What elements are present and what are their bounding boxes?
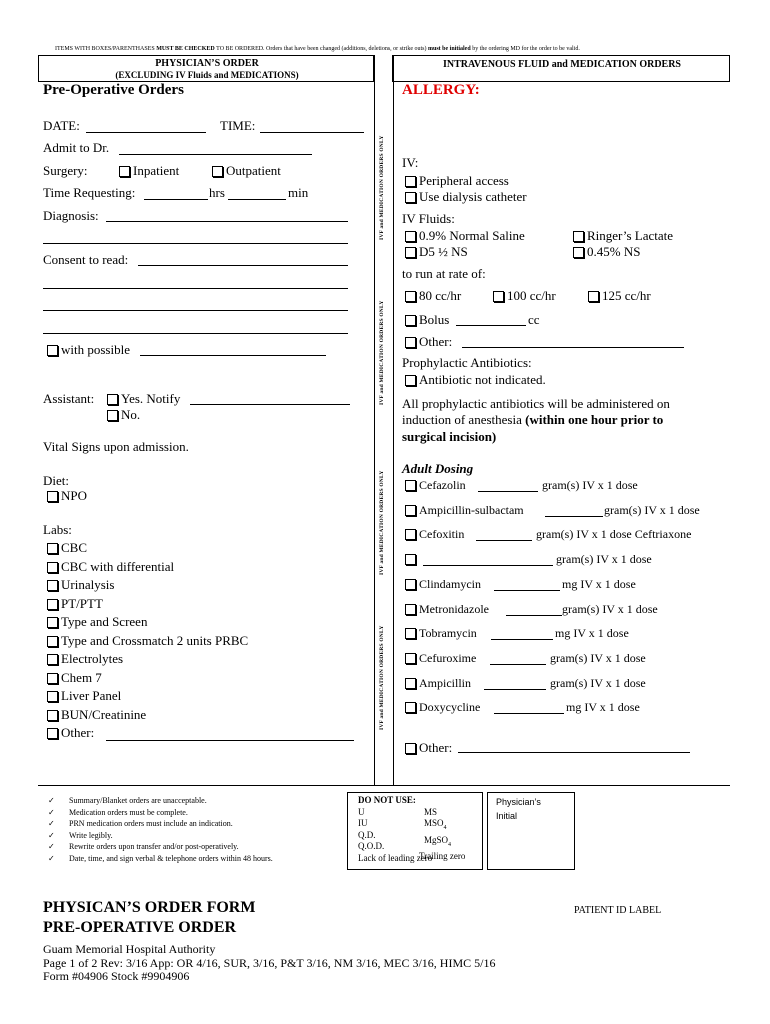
lab-label: Type and Screen (61, 614, 148, 629)
left-header (38, 55, 374, 82)
allergy-label: ALLERGY: (402, 82, 480, 98)
physician-initial-label-1: Physician’s (496, 797, 541, 807)
form-title-2: PRE-OPERATIVE ORDER (43, 919, 237, 936)
drug-option[interactable] (405, 527, 464, 542)
dnu-item: U (358, 807, 365, 817)
vertical-label: IVF and MEDICATION ORDERS ONLY (379, 300, 385, 405)
notice-part: must be initialed (428, 46, 471, 52)
rate-label: to run at rate of: (402, 266, 486, 281)
vertical-label: IVF and MEDICATION ORDERS ONLY (379, 135, 385, 240)
rate-100-checkbox[interactable] (493, 291, 504, 302)
fluid-other-option[interactable] (405, 334, 452, 350)
lab-option[interactable] (47, 670, 102, 686)
physician-initial-box[interactable] (487, 792, 575, 870)
physician-initial-label-2: Initial (496, 811, 518, 821)
drug-name: Metronidazole (419, 601, 489, 616)
rate-80-option[interactable] (405, 288, 461, 304)
drug-dose-field[interactable] (490, 664, 546, 665)
lr-option[interactable] (573, 228, 673, 244)
lab-checkbox[interactable] (47, 599, 58, 610)
drug-name: Cefazolin (419, 478, 466, 492)
rule-item: Rewrite orders upon transfer and/or post-operatively. (69, 842, 239, 852)
notice-part: MUST BE CHECKED (156, 46, 215, 52)
rate-80-label: 80 cc/hr (419, 288, 462, 303)
fluid-other-label: Other: (419, 334, 453, 349)
fluid-other-checkbox[interactable] (405, 337, 416, 348)
notice-part: ITEMS WITH BOXES/PARENTHASES (55, 46, 155, 52)
npo-label: NPO (61, 488, 88, 503)
dnu-item: MS (424, 807, 438, 817)
rule-item: Summary/Blanket orders are unacceptable. (69, 796, 207, 805)
lab-option[interactable] (47, 725, 94, 741)
top-notice (55, 46, 580, 52)
lab-checkbox[interactable] (47, 543, 58, 554)
consent-field[interactable] (138, 265, 348, 266)
vertical-label: IVF and MEDICATION ORDERS ONLY (379, 470, 385, 575)
dnu-subscript: 4 (448, 841, 452, 848)
proph-note-1: All prophylactic antibiotics will be administered on (402, 396, 670, 411)
do-not-use-title: DO NOT USE: (358, 795, 416, 805)
dnu-item: Trailing zero (419, 850, 466, 861)
lab-option[interactable] (47, 596, 103, 612)
date-label: DATE: (43, 118, 80, 133)
hrs-label: hrs (209, 185, 225, 200)
form-number: Form #04906 Stock #9904906 (43, 969, 190, 983)
drug-option[interactable] (405, 552, 419, 567)
lab-label: Type and Crossmatch 2 units PRBC (61, 632, 249, 648)
lab-option[interactable] (47, 559, 174, 575)
assistant-label: Assistant: (43, 391, 95, 406)
drug-dose-unit: gram(s) IV x 1 dose Ceftriaxone (536, 527, 692, 542)
diagnosis-label: Diagnosis: (43, 208, 99, 223)
page-revision: Page 1 of 2 Rev: 3/16 App: OR 4/16, SUR, 3/16, P&T 3/16, NM 3/16, MEC 3/16, HIMC 5/16 (43, 956, 496, 970)
drug-checkbox[interactable] (405, 628, 416, 639)
no-label: No. (121, 407, 141, 422)
drug-name: Clindamycin (419, 576, 481, 591)
not-indicated-label: Antibiotic not indicated. (419, 372, 546, 387)
rule-item: PRN medication orders must include an indication. (69, 819, 233, 829)
footer-divider (38, 785, 730, 786)
drug-name: Cefuroxime (419, 650, 477, 665)
ns-checkbox[interactable] (405, 231, 416, 242)
drug-checkbox[interactable] (405, 554, 416, 565)
labs-label: Labs: (43, 522, 72, 537)
with-possible-field[interactable] (140, 355, 326, 356)
half-ns-label: 0.45% NS (587, 244, 641, 259)
check-icon: ✓ (48, 796, 55, 805)
proph-label: Prophylactic Antibiotics: (402, 355, 532, 370)
with-possible-label: with possible (61, 342, 130, 357)
with-possible-option[interactable] (47, 342, 130, 358)
assistant-no-checkbox[interactable] (107, 410, 118, 421)
bolus-option[interactable] (405, 312, 449, 328)
dialysis-label: Use dialysis catheter (419, 189, 527, 204)
drug-dose-unit: gram(s) IV x 1 dose (604, 502, 700, 517)
notify-field[interactable] (190, 404, 350, 405)
drug-other-field[interactable] (458, 752, 690, 753)
drug-other-option[interactable] (405, 740, 452, 756)
ns-label: 0.9% Normal Saline (419, 228, 525, 243)
drug-option[interactable] (405, 651, 476, 666)
lab-checkbox[interactable] (47, 562, 58, 573)
dnu-mso: MSO (424, 818, 444, 829)
dialysis-option[interactable] (405, 189, 527, 205)
drug-checkbox[interactable] (405, 678, 416, 689)
lab-checkbox[interactable] (47, 636, 58, 647)
drug-option[interactable] (405, 700, 480, 715)
drug-option[interactable] (405, 577, 481, 592)
drug-checkbox[interactable] (405, 653, 416, 664)
proph-note-2b: (within one hour prior to (525, 412, 664, 427)
inpatient-option[interactable] (119, 163, 179, 179)
peripheral-checkbox[interactable] (405, 176, 416, 187)
drug-dose-field[interactable] (494, 713, 564, 714)
lab-checkbox[interactable] (47, 691, 58, 702)
lab-checkbox[interactable] (47, 580, 58, 591)
drug-option[interactable] (405, 676, 471, 691)
lab-option[interactable] (47, 707, 146, 723)
lab-label: BUN/Creatinine (61, 706, 147, 722)
assistant-no-option[interactable] (107, 407, 140, 423)
drug-dose-unit: gram(s) IV x 1 dose (556, 552, 652, 567)
lab-checkbox[interactable] (47, 728, 58, 739)
d5-option[interactable] (405, 244, 468, 260)
not-indicated-checkbox[interactable] (405, 375, 416, 386)
rate-100-label: 100 cc/hr (507, 288, 556, 303)
with-possible-checkbox[interactable] (47, 345, 58, 356)
drug-dose-unit: gram(s) IV x 1 dose (550, 650, 646, 665)
drug-checkbox[interactable] (405, 529, 416, 540)
proph-note-2a: induction of anesthesia (402, 412, 522, 427)
proph-note-2 (402, 412, 663, 428)
dnu-mgso: MgSO (424, 834, 449, 845)
drug-name: Ampicillin (419, 675, 471, 690)
lab-label: Electrolytes (61, 651, 124, 666)
d5-checkbox[interactable] (405, 247, 416, 258)
drug-name: Doxycycline (419, 700, 481, 715)
drug-dose-unit: gram(s) IV x 1 dose (562, 601, 658, 616)
drug-dose-field[interactable] (506, 615, 562, 616)
drug-other-checkbox[interactable] (405, 743, 416, 754)
left-header-title: PHYSICIAN’S ORDER (155, 58, 259, 69)
organization: Guam Memorial Hospital Authority (43, 942, 216, 956)
diagnosis-field[interactable] (106, 221, 348, 222)
labs-other-field[interactable] (106, 740, 354, 741)
lab-checkbox[interactable] (47, 617, 58, 628)
notice-part: TO BE ORDERED. Orders that have been changed (additions, deletions, or strike outs) (216, 46, 427, 52)
lab-option[interactable] (47, 651, 123, 667)
lr-checkbox[interactable] (573, 231, 584, 242)
cc-label: cc (528, 312, 540, 327)
drug-checkbox[interactable] (405, 505, 416, 516)
drug-dose-field[interactable] (545, 516, 603, 517)
drug-dose-field[interactable] (478, 491, 538, 492)
lab-label: Urinalysis (61, 577, 115, 592)
proph-note-3: surgical incision) (402, 429, 497, 444)
inpatient-checkbox[interactable] (119, 166, 130, 177)
minutes-field[interactable] (228, 199, 286, 200)
not-indicated-option[interactable] (405, 372, 546, 388)
page-title: Pre-Operative Orders (43, 82, 184, 98)
lab-label: CBC (61, 540, 88, 555)
lab-option[interactable] (47, 633, 248, 649)
outpatient-checkbox[interactable] (212, 166, 223, 177)
admit-doctor-field[interactable] (119, 154, 312, 155)
check-icon: ✓ (48, 842, 55, 852)
time-label: TIME: (220, 118, 256, 133)
lab-checkbox[interactable] (47, 654, 58, 665)
drug-option[interactable] (405, 478, 466, 493)
hours-field[interactable] (144, 199, 208, 200)
drug-dose-field[interactable] (484, 689, 546, 690)
fluid-other-field[interactable] (462, 347, 684, 348)
consent-field-3[interactable] (43, 310, 348, 311)
check-icon: ✓ (48, 830, 55, 840)
drug-dose-unit: mg IV x 1 dose (555, 626, 629, 641)
diet-label: Diet: (43, 473, 69, 488)
do-not-use-box (347, 792, 483, 870)
npo-option[interactable] (47, 488, 87, 504)
drug-checkbox[interactable] (405, 579, 416, 590)
outpatient-label: Outpatient (226, 163, 281, 178)
surgery-label: Surgery: (43, 163, 88, 178)
lab-label: CBC with differential (61, 558, 175, 574)
rate-125-label: 125 cc/hr (602, 288, 651, 303)
drug-dose-unit: mg IV x 1 dose (562, 576, 636, 591)
drug-other-label: Other: (419, 740, 453, 755)
consent-field-4[interactable] (43, 333, 348, 334)
rate-80-checkbox[interactable] (405, 291, 416, 302)
yes-notify-label: Yes. Notify (121, 391, 181, 406)
consent-field-2[interactable] (43, 288, 348, 289)
check-icon: ✓ (48, 819, 55, 829)
dnu-item: Q.D. (358, 829, 376, 840)
rule-item: Medication orders must be complete. (69, 807, 188, 817)
drug-name: Ampicillin-sulbactam (419, 502, 524, 517)
rule-item: Write legibly. (69, 830, 113, 840)
lab-label: Other: (61, 725, 95, 740)
dnu-subscript: 4 (443, 825, 447, 832)
check-icon: ✓ (48, 807, 55, 817)
lab-checkbox[interactable] (47, 673, 58, 684)
lab-label: PT/PTT (61, 595, 103, 611)
rate-100-option[interactable] (493, 288, 556, 304)
inpatient-label: Inpatient (133, 163, 180, 178)
rate-125-checkbox[interactable] (588, 291, 599, 302)
drug-option[interactable] (405, 503, 524, 518)
d5-label: D5 ½ NS (419, 244, 468, 259)
time-requesting-label: Time Requesting: (43, 185, 136, 200)
half-ns-checkbox[interactable] (573, 247, 584, 258)
assistant-yes-checkbox[interactable] (107, 394, 118, 405)
peripheral-option[interactable] (405, 173, 509, 189)
drug-checkbox[interactable] (405, 480, 416, 491)
bolus-label: Bolus (419, 312, 450, 327)
dnu-item (424, 835, 465, 851)
assistant-yes-option[interactable] (107, 391, 180, 407)
vitals-text: Vital Signs upon admission. (43, 439, 189, 454)
drug-option[interactable] (405, 626, 477, 641)
lab-option[interactable] (47, 688, 121, 704)
admit-label: Admit to Dr. (43, 140, 110, 155)
outpatient-option[interactable] (212, 163, 281, 179)
consent-label: Consent to read: (43, 252, 129, 267)
dnu-item: Q.O.D. (358, 841, 385, 852)
lr-label: Ringer’s Lactate (587, 228, 674, 243)
rate-125-option[interactable] (588, 288, 651, 304)
date-field[interactable] (86, 132, 206, 133)
vertical-label: IVF and MEDICATION ORDERS ONLY (379, 625, 385, 730)
lab-option[interactable] (47, 540, 87, 556)
iv-label: IV: (402, 155, 419, 170)
lab-option[interactable] (47, 614, 147, 630)
drug-name: Tobramycin (419, 626, 477, 641)
adult-dosing-label: Adult Dosing (402, 461, 474, 476)
drug-dose-field[interactable] (494, 590, 560, 591)
drug-dose-field[interactable] (491, 639, 553, 640)
drug-dose-unit: gram(s) IV x 1 dose (550, 675, 646, 690)
drug-dose-field[interactable] (476, 540, 532, 541)
dnu-item: IU (358, 818, 368, 829)
check-icon: ✓ (48, 854, 55, 863)
dialysis-checkbox[interactable] (405, 192, 416, 203)
npo-checkbox[interactable] (47, 491, 58, 502)
lab-option[interactable] (47, 577, 114, 593)
do-not-use-right (419, 807, 466, 862)
time-field[interactable] (260, 132, 364, 133)
peripheral-label: Peripheral access (419, 173, 509, 188)
drug-dose-field[interactable] (423, 565, 553, 566)
rule-item: Date, time, and sign verbal & telephone orders within 48 hours. (69, 854, 273, 863)
left-header-subtitle: (EXCLUDING IV Fluids and MEDICATIONS) (115, 70, 299, 80)
drug-name: Cefoxitin (419, 527, 465, 542)
right-header (392, 55, 730, 82)
right-header-title: INTRAVENOUS FLUID and MEDICATION ORDERS (442, 59, 681, 70)
form-title-1: PHYSICAN’S ORDER FORM (43, 899, 256, 916)
bolus-checkbox[interactable] (405, 315, 416, 326)
drug-dose-unit: mg IV x 1 dose (566, 700, 640, 715)
diagnosis-field-2[interactable] (43, 243, 348, 244)
drug-option[interactable] (405, 602, 489, 617)
drug-dose-unit: gram(s) IV x 1 dose (542, 478, 638, 492)
dnu-item: Lack of leading zero (358, 852, 433, 863)
ns-option[interactable] (405, 228, 525, 244)
patient-id-label: PATIENT ID LABEL (574, 905, 662, 916)
notice-part: by the ordering MD for the order to be valid. (472, 46, 580, 52)
bolus-field[interactable] (456, 325, 526, 326)
lab-label: Liver Panel (61, 688, 122, 703)
drug-checkbox[interactable] (405, 604, 416, 615)
dnu-item (424, 818, 465, 834)
min-label: min (288, 185, 309, 200)
drug-checkbox[interactable] (405, 702, 416, 713)
half-ns-option[interactable] (573, 244, 640, 260)
iv-fluids-label: IV Fluids: (402, 211, 455, 226)
lab-checkbox[interactable] (47, 710, 58, 721)
lab-label: Chem 7 (61, 669, 102, 685)
